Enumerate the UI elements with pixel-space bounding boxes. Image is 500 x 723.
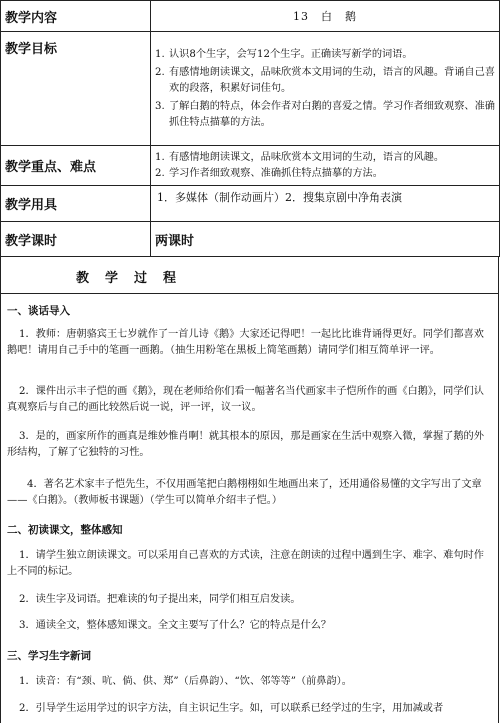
paragraph: 1．教师：唐朝骆宾王七岁就作了一首儿诗《鹅》大家还记得吧！一起比比谁背诵得更好。同学们都喜欢鹅吧！请用自己手中的笔画一画鹅。（抽生用粉笔在黑板上简笔画鹅）请同学们相互简单评一评。: [7, 329, 484, 356]
hours-label: 教学课时: [1, 222, 151, 257]
content-row: [1, 1, 500, 32]
paragraph: 3．是的，画家所作的画真是维妙惟肖啊！就其根本的原因，那是画家在生活中观察入微，掌握了鹅的外形结构，了解了它独特的习性。: [7, 431, 484, 458]
section-heading: 三、学习生字新词: [7, 650, 91, 662]
tools-label: 教学用具: [1, 186, 151, 222]
keypoints-label: 教学重点、难点: [1, 146, 151, 186]
goals-row: [1, 32, 500, 146]
keypoints-row: [1, 146, 500, 186]
list-item: 1. 有感情地朗读课文，品味欣赏本文用词的生动，语言的风趣。: [155, 151, 445, 163]
process-body: [0, 294, 499, 723]
process-heading: [0, 256, 499, 294]
process-heading-text: 教学过程: [76, 271, 193, 286]
hours-row: [1, 222, 500, 257]
content-label: 教学内容: [1, 1, 151, 32]
paragraph: 2．读生字及词语。把难读的句子提出来，同学们相互启发读。: [19, 594, 301, 605]
goals-list: [151, 45, 499, 133]
paragraph: 2．引导学生运用学过的识字方法，自主识记生字。如，可以联系已经学过的生字，用加减或者: [19, 703, 444, 714]
keypoints-list: [151, 148, 499, 184]
paragraph: 1．请学生独立朗读课文。可以采用自己喜欢的方式读，注意在朗读的过程中遇到生字、难字、难句时作上不同的标记。: [7, 550, 484, 577]
list-item: 3. 了解白鹅的特点，体会作者对白鹅的喜爱之情。学习作者细致观察、准确抓住特点描摹的方法。: [155, 100, 495, 128]
list-item: 2. 有感情地朗读课文，品味欣赏本文用词的生动，语言的风趣。背诵自己喜欢的段落，积累好词佳句。: [155, 66, 495, 94]
goals-cell: [151, 32, 500, 146]
list-item: 1. 认识8个生字，会写12个生字。正确读写新学的词语。: [155, 48, 413, 60]
paragraph: 1．读音：有“颈、吭、倘、供、郑”（后鼻韵）、“饮、邻等等”（前鼻韵）。: [19, 676, 352, 687]
goals-label: 教学目标: [1, 32, 151, 146]
list-item: 2. 学习作者细致观察、准确抓住特点描摹的方法。: [155, 167, 383, 179]
tools-row: [1, 186, 500, 222]
hours-value: 两课时: [151, 222, 500, 257]
lesson-title: 13 白 鹅: [151, 1, 500, 32]
lesson-info-table: [0, 0, 500, 257]
paragraph: 3．通读全文，整体感知课文。全文主要写了什么？它的特点是什么？: [19, 620, 332, 631]
paragraph: 4．著名艺术家丰子恺先生，不仅用画笔把白鹅栩栩如生地画出来了，还用通俗易懂的文字写出了文章——《白鹅》。（教师板书课题）（学生可以简单介绍丰子恺。）: [7, 479, 482, 506]
tools-value: 1．多媒体（制作动画片）2．搜集京剧中净角表演: [151, 186, 500, 222]
section-heading: 二、初读课文，整体感知: [7, 524, 123, 536]
section-heading: 一、谈话导入: [7, 305, 70, 317]
keypoints-cell: [151, 146, 500, 186]
paragraph: 2．课件出示丰子恺的画《鹅》，现在老师给你们看一幅著名当代画家丰子恺所作的画《白鹅》，同学们认真观察后与自己的画比较然后说一说，评一评，议一议。: [7, 386, 484, 413]
